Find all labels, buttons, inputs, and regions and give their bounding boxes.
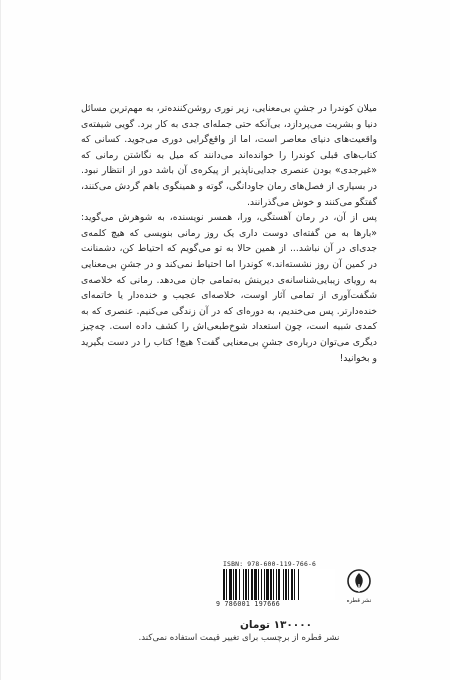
barcode <box>221 569 335 600</box>
publisher-logo-caption: نشر قطره <box>346 598 372 604</box>
publisher-logo <box>344 568 374 608</box>
price-label: ۱۳۰۰۰۰ تومان <box>239 619 313 631</box>
blurb-paragraph-2: پس از آن، در رمان آهستگی، ورا، همسر نویسنده، به شوهرش می‌گوید: «بارها به من گفته‌ای دوست داری یک روز رمانی بنویسی که هیچ کلمه‌ی جدی‌ای در آن نباشد... از همین حالا به تو می‌گویم که احتیاط کن، دشمنانت در کمین آن روز نشسته‌اند.» کوندرا اما احتیاط نمی‌کند و در جشنِ بی‌معنایی به رویای زیبایی‌شناسانه‌ی دیرینش به‌تمامی جان می‌دهد. رمانی که خلاصه‌ی شگفت‌آوری از تمامی آثار اوست، خلاصه‌ای عجیب و خنده‌دار یا خاتمه‌ای خنده‌دارتر. پس می‌خندیم، به دوره‌ای که در آن زندگی می‌کنیم. عنصری که به کمدی شبیه است، چون استعداد شوخ‌طبعی‌اش را کشف داده است. چه‌چیز دیگری می‌توان درباره‌ی جشنِ بی‌معنایی گفت؟ هیچ! کتاب را در دست بگیرید و بخوانید! <box>81 212 377 364</box>
isbn-label: ISBN: 978-600-119-766-6 <box>223 560 317 568</box>
isbn-barcode-block <box>213 560 379 612</box>
back-cover-blurb <box>81 101 377 366</box>
barcode-digits: 9 786001 197666 <box>216 600 281 608</box>
price-notice: نشر قطره از برچسب برای تغییر قیمت استفاده نمی‌کند. <box>138 633 340 643</box>
publisher-logo-icon <box>344 568 374 598</box>
blurb-paragraph-1: میلان کوندرا در جشنِ بی‌معنایی، زیر نوری روشن‌کننده‌تر، به مهم‌ترین مسائل دنیا و بشریت می‌پردازد، بی‌آنکه حتی جمله‌ای جدی به کار برد. گویی شیفته‌ی واقعیت‌های دنیای معاصر است، اما از واقع‌گرایی دوری می‌جوید. کسانی که کتاب‌های قبلی کوندرا را خوانده‌اند می‌دانند که میل به نگاشتن رمانی که «غیرجدی» بودن عنصری جدایی‌ناپذیر از پیکره‌ی آن باشد دور از انتظار نبود. در بسیاری از فصل‌های رمان جاودانگی، گوته و همینگوی باهم گردش می‌کنند، گفتگو می‌کنند و خوش می‌گذرانند. <box>81 103 377 208</box>
